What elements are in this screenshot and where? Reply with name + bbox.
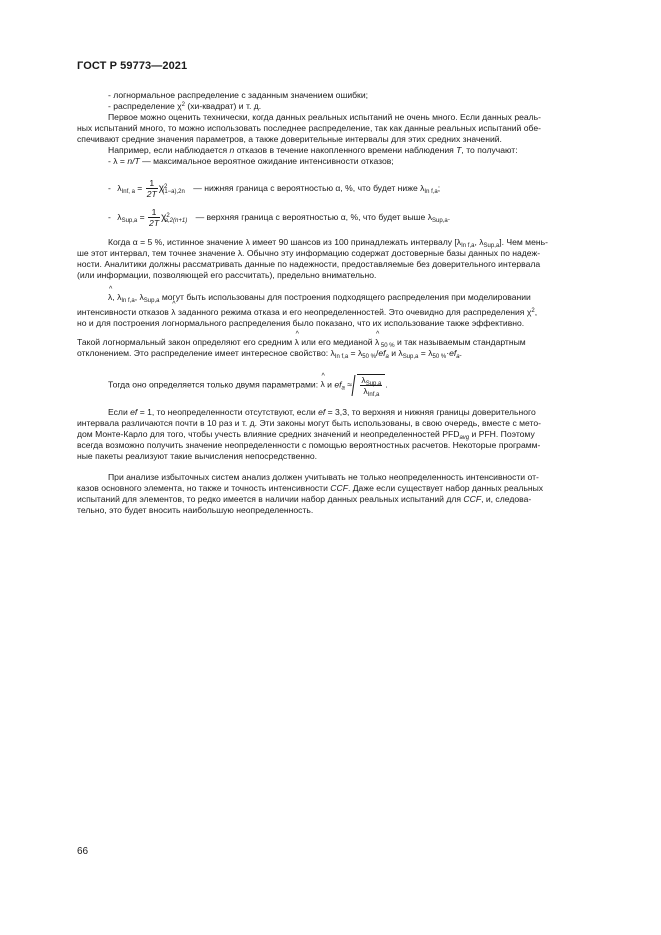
- formula-upper-bound: - $\lambda_{Sup,a}$ = $\frac{1}{2T}$ $\chi^2_{a,2(n+1)}$ — верхняя граница с вероятностью α, %, что будет выше $\lambda_{Sup,a}$.: [108, 207, 451, 228]
- list-item: - распределение $\chi^2$ (хи-квадрат) и т. д.: [108, 100, 262, 111]
- bullet-list: [108, 90, 594, 112]
- list-item: - логнормальное распределение с заданным значением ошибки;: [108, 90, 369, 100]
- lambda-definition: - λ = n/T — максимальное вероятное ожидание интенсивности отказов;: [108, 155, 394, 166]
- paragraph-distribution-construction: ^ λ, $\lambda_{In f,a}$, $\lambda_{Sup,a}$ могут быть использованы для построения подходящего распределения при моделировании интенсивности отказов ^ λ заданного режима отказа и его неопределенностей. Это очевидно для распределения $\chi^2$, но и для построения логнормального распределения было показано, что их использование также эффективно.: [77, 292, 595, 329]
- page-header-standard-number: ГОСТ Р 59773—2021: [77, 60, 188, 72]
- paragraph-alpha-interval: Когда α = 5 %, истинное значение λ имеет 90 шансов из 100 принадлежать интервалу [$\lambda_{In f,a}$, $\lambda_{Sup,a}$]. Чем мень- ше этот интервал, тем точнее значение λ. Обычно эту информацию содержат достоверные базы данных по надеж- ности. Аналитики должны рассматривать данные по надежности, предоставляемые без доверительного интервала (или информации, позволяющей его рассчитать), предельно внимательно.: [77, 237, 548, 280]
- paragraph-lognormal-law: Такой логнормальный закон определяют его средним ^ λ или его медианой ^ λ $_{50 \%}$ и так называемым стандартным отклонением. Это распределение имеет интересное свойство: $\lambda_{In f,a} = \lambda_{50 \%}/ef_a$ и $\lambda_{Sup,a} = \lambda_{50 \%}\cdot ef_a$.: [77, 337, 595, 359]
- paragraph-two-parameters: Тогда оно определяется только двумя параметрами: ^ λ и $ef_a$ ≈ $\frac{\lambda_{Sup,a}}{\lambda_{Inf,a}}$ .: [108, 374, 594, 396]
- fraction: $\frac{\lambda_{Sup,a}}{\lambda_{Inf,a}}$: [361, 375, 382, 398]
- fraction: $\frac{1}{2T}$: [146, 178, 157, 199]
- paragraph-error-factor: Если ef = 1, то неопределенности отсутствуют, если ef = 3,3, то верхняя и нижняя границы доверительного интервала различаются почти в 10 раз и т. д. Эти законы могут быть использованы, в свою очередь, вместе с мето- дом Монте-Карло для того, чтобы учесть влияние средних значений и неопределенностей $PFD_{avg}$ и PFH. Поэтому всегда возможно получить значение неопределенности с помощью вероятностных расчетов. Некоторые программ- ные пакеты реализуют такие вычисления непосредственно.: [77, 407, 542, 461]
- paragraph-redundant-systems: При анализе избыточных систем анализ должен учитывать не только неопределенность интенсивности от- казов основного элемента, но также и точность интенсивности CCF. Даже если существует набор данных реальных испытаний для элементов, то редко имеется в наличии набор данных реальных испытаний для CCF, и, следова- тельно, это будет вносить наибольшую неопределенность.: [77, 472, 544, 515]
- square-root: [354, 374, 385, 396]
- page-number: 66: [77, 846, 89, 857]
- fraction: $\frac{1}{2T}$: [149, 207, 160, 228]
- paragraph-technical-estimation: Первое можно оценить технически, когда данных реальных испытаний не очень много. Если данных реаль- ных испытаний много, то можно использовать последнее распределение, так как данные реальных испытаний обе- спечивают средние значения параметров, а также доверительные интервалы для этих средних значений.: [77, 112, 542, 144]
- formula-lower-bound: - $\lambda_{Inf, a}$ = $\frac{1}{2T}$ $\chi^2_{(1-a),2n}$ — нижняя граница с вероятностью α, %, что будет ниже $\lambda_{In f,a}$;: [108, 178, 441, 199]
- paragraph-example: Например, если наблюдается n отказов в течение накопленного времени наблюдения T, то получают: - λ = n/T — максимальное вероятное ожидание интенсивности отказов;: [108, 145, 594, 167]
